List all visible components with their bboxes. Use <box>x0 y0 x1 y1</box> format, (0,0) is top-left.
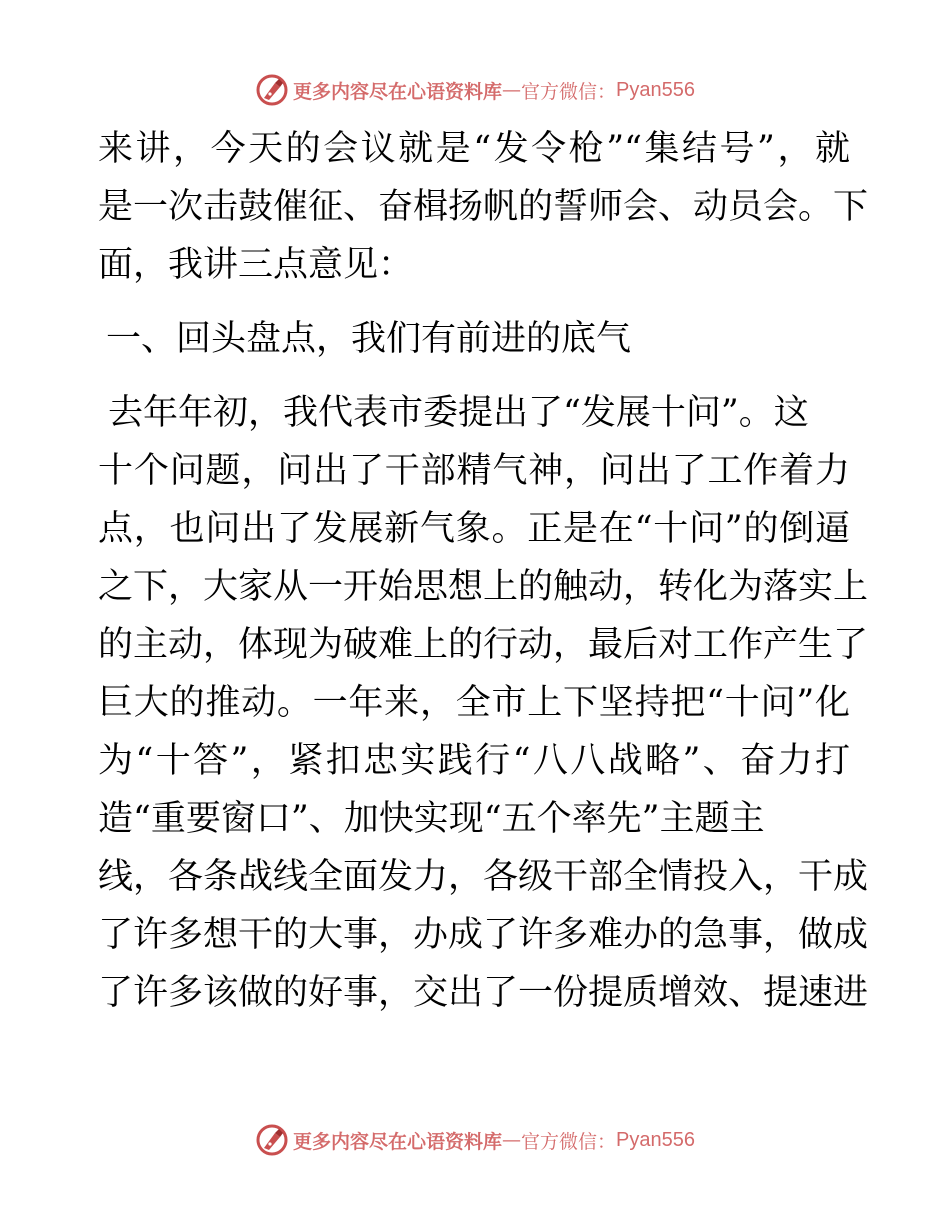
document-body <box>98 120 869 1022</box>
text-line: 之下，大家从一开始思想上的触动，转化为落实上 <box>98 567 869 607</box>
watermark-account: Pyan556 <box>616 78 695 101</box>
pen-nib-circle-icon <box>255 1123 289 1157</box>
header-watermark <box>0 68 950 112</box>
paragraph-review <box>98 384 869 1022</box>
watermark-dash: — <box>502 79 522 101</box>
watermark-official-label: 官方微信： <box>521 1130 617 1153</box>
paragraph-intro <box>98 120 869 294</box>
text-line: 了许多该做的好事，交出了一份提质增效、提速进 <box>98 973 869 1013</box>
text-line: 巨大的推动。一年来，全市上下坚持把“十问”化 <box>98 683 850 723</box>
watermark-brand: 更多内容尽在心语资料库 <box>293 80 503 103</box>
text-line: 十个问题，问出了干部精气神，问出了工作着力 <box>98 451 850 491</box>
text-line: 造“重要窗口”、加快实现“五个率先”主题主 <box>98 799 765 839</box>
watermark-official-label: 官方微信： <box>521 80 617 103</box>
watermark-brand: 更多内容尽在心语资料库 <box>293 1130 503 1153</box>
text-line: 了许多想干的大事，办成了许多难办的急事，做成 <box>98 915 869 955</box>
watermark-dash: — <box>502 1129 522 1151</box>
watermark-account: Pyan556 <box>616 1128 695 1151</box>
footer-watermark <box>0 1118 950 1162</box>
text-line: 为“十答”，紧扣忠实践行“八八战略”、奋力打 <box>98 741 850 781</box>
text-line: 是一次击鼓催征、奋楫扬帆的誓师会、动员会。下 <box>98 187 869 227</box>
section-heading: 一、回头盘点，我们有前进的底气 <box>106 319 632 359</box>
text-line: 线，各条战线全面发力，各级干部全情投入，干成 <box>98 857 869 897</box>
text-line: 面，我讲三点意见： <box>98 245 414 285</box>
pen-nib-circle-icon <box>255 73 289 107</box>
text-line: 的主动，体现为破难上的行动，最后对工作产生了 <box>98 625 869 665</box>
text-line: 来讲，今天的会议就是“发令枪”“集结号”，就 <box>98 129 850 169</box>
text-line: 点，也问出了发展新气象。正是在“十问”的倒逼 <box>98 509 850 549</box>
text-line: 去年年初，我代表市委提出了“发展十问”。这 <box>108 393 809 433</box>
